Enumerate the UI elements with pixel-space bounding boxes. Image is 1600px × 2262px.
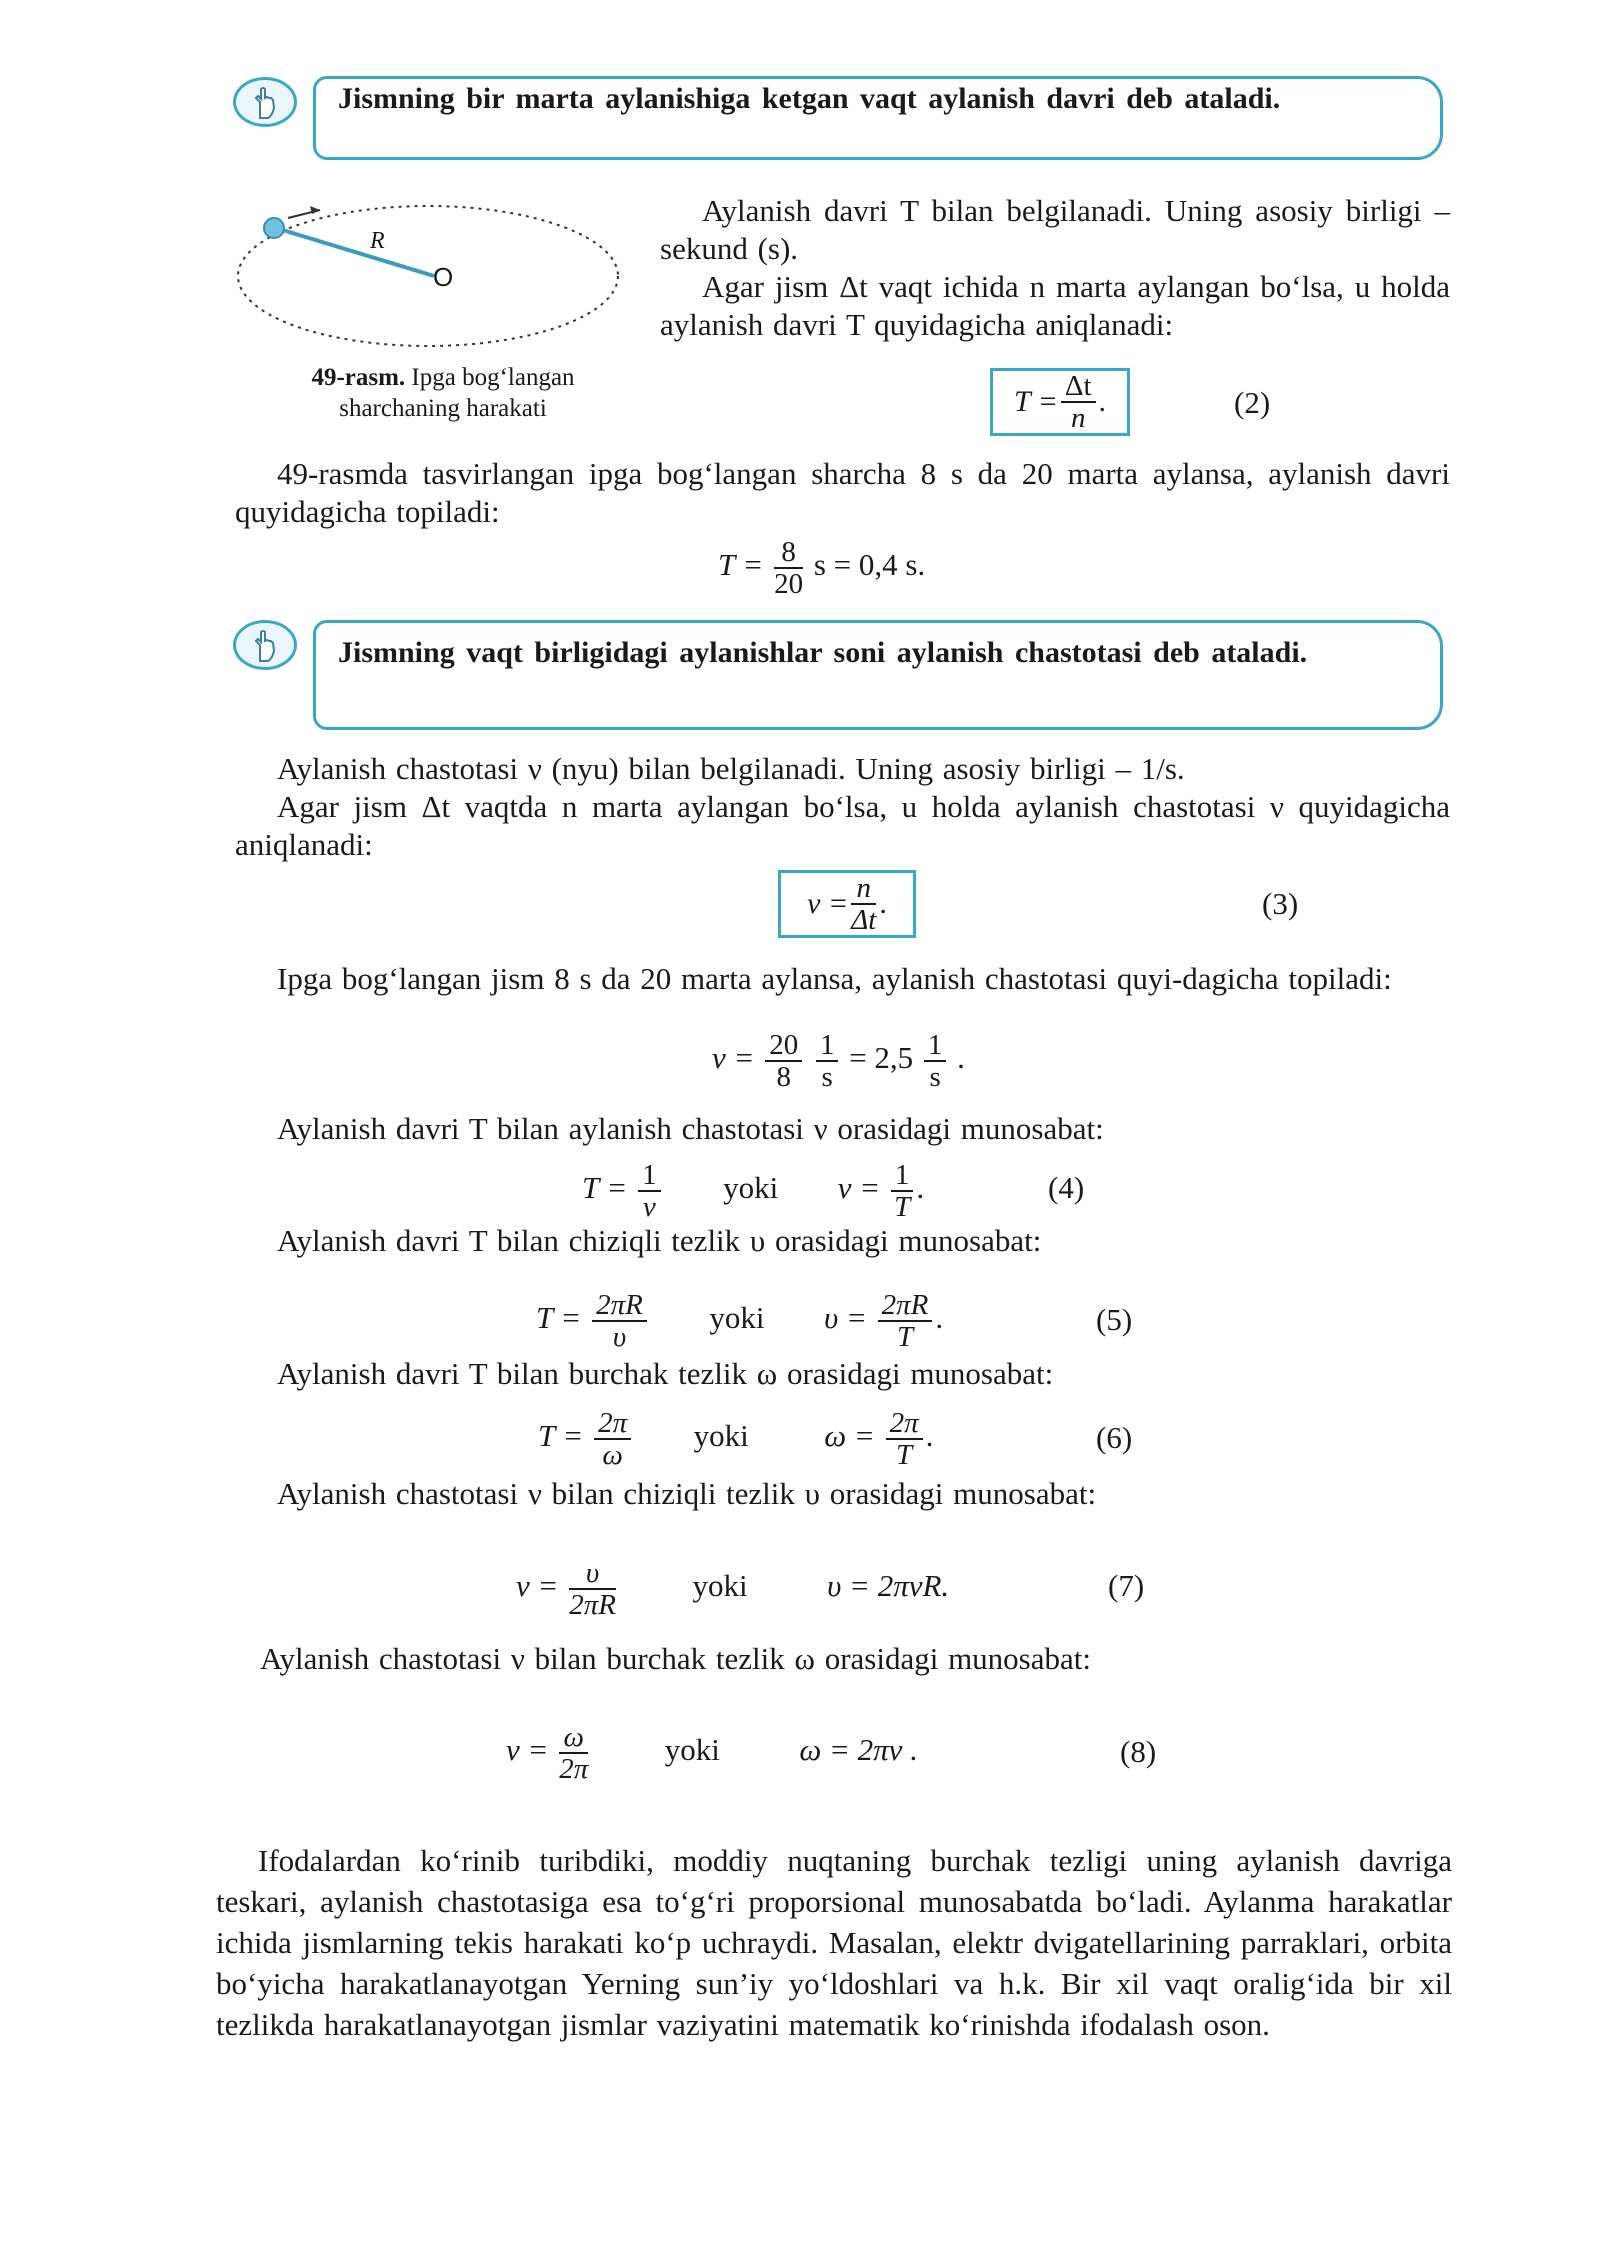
rel7-den1: 2πR [569,1589,616,1621]
rel5-den2: T [896,1321,914,1353]
figure-caption [268,362,618,424]
ball [264,218,284,238]
example2-num3: 1 [924,1030,947,1062]
example-frequency-formula [712,1030,965,1092]
rel4-yoki: yoki [723,1170,779,1206]
para1-line2: Agar jism Δt vaqt ichida n marta aylangan bo‘lsa, u holda aylanish davri T quyidagicha aniqlanadi: [660,269,1450,342]
formula3-num: n [851,873,876,905]
relation-7-formula [516,1558,949,1620]
rel6-text: Aylanish davri T bilan burchak tezlik ω orasidagi munosabat: [277,1356,1054,1391]
conclusion-text: Ifodalardan ko‘rinib turibdiki, moddiy nuqtaning burchak tezligi uning aylanish davriga teskari, aylanish chastotasiga esa to‘g‘ri proporsional munosabatda bo‘ladi. Aylanma harakatlar ichida jismlarning tekis harakati ko‘p uchraydi. Masalan, elektr dvigatellarining parraklari, orbita bo‘yicha harakatlanayotgan Yerning sun’iy yo‘ldoshlari va h.k. Bir xil vaqt oralig‘ida bir xil tezlikda harakatlanayotgan jismlar vaziyatini matematik ko‘rinishda ifodalash oson. [216,1843,1452,2042]
rel6-tail: . [925,1418,934,1454]
rel6-lhs2: ω = [824,1418,875,1454]
formula2-den: n [1070,402,1086,434]
relation-6-formula [538,1408,933,1470]
rel8-rhs: ω = 2πν . [799,1732,918,1768]
equation-number-6: (6) [1096,1420,1133,1455]
para4-text: Ipga bog‘langan jism 8 s da 20 marta aylansa, aylanish chastotasi quyi-dagicha topiladi: [277,961,1392,996]
definition-frequency: Jismning vaqt birligidagi aylanishlar soni aylanish chastotasi deb ataladi. [338,636,1308,669]
example1-num: 8 [774,537,803,569]
rel4-num1: 1 [638,1160,661,1192]
relation-4-formula [582,1160,924,1222]
example2-den1: 8 [776,1061,791,1093]
conclusion-paragraph [216,1840,1452,2045]
formula3-tail: . [879,887,887,920]
caption-text: Ipga bog‘langan sharchaning harakati [339,364,575,422]
equation-number-3: (3) [1262,886,1299,921]
relation-4-text [235,1110,1450,1148]
rel5-num2: 2πR [878,1290,933,1322]
rel6-num2: 2π [886,1408,923,1440]
rel6-num1: 2π [594,1408,631,1440]
formula-2-box [990,368,1130,436]
rel5-tail: . [935,1300,944,1336]
paragraph-example-frequency [235,960,1450,998]
example2-num1: 20 [765,1030,802,1062]
rel8-yoki: yoki [664,1732,720,1768]
rel5-lhs2: υ = [823,1300,867,1336]
example1-den: 20 [774,568,804,600]
example2-tail: . [957,1040,965,1076]
formula2-lhs: T = [1013,385,1058,418]
rel5-den1: υ [612,1321,627,1353]
example2-lhs: ν = [712,1040,755,1076]
rel6-yoki: yoki [693,1418,749,1454]
string-line [276,228,434,276]
relation-8-formula [506,1722,918,1784]
formula2-num: Δt [1061,371,1096,403]
rel5-lhs1: T = [536,1300,582,1336]
para3-line2: Agar jism Δt vaqtda n marta aylangan bo‘lsa, u holda aylanish chastotasi ν quyidagicha aniqlanadi: [235,789,1450,862]
example2-num2: 1 [816,1030,839,1062]
rel5-yoki: yoki [709,1300,765,1336]
figure-49-orbit [228,198,628,358]
label-R: R [370,228,385,254]
rel4-lhs2: ν = [837,1170,881,1206]
equation-number-2: (2) [1234,385,1271,420]
rel6-den1: ω [602,1439,623,1471]
relation-7-text [235,1475,1450,1513]
pointing-hand-icon [233,77,297,127]
paragraph-frequency-symbol [235,750,1450,864]
rel4-tail: . [916,1170,925,1206]
rel8-den1: 2π [559,1753,589,1785]
example2-mid: = 2,5 [849,1040,914,1076]
rel4-den2: T [894,1191,911,1223]
formula3-den: Δt [851,904,877,936]
para1-line1: Aylanish davri T bilan belgilanadi. Uning asosiy birligi – sekund (s). [660,193,1450,266]
rel8-num1: ω [559,1722,588,1754]
example2-den3: s [929,1061,941,1093]
rel6-den2: T [896,1439,913,1471]
rel4-text: Aylanish davri T bilan aylanish chastotasi ν orasidagi munosabat: [277,1111,1104,1146]
example2-den2: s [821,1061,833,1093]
label-O: O [433,262,454,292]
example1-rhs: s = 0,4 s. [813,547,926,583]
rel5-text: Aylanish davri T bilan chiziqli tezlik υ orasidagi munosabat: [277,1223,1042,1258]
paragraph-example-period [235,455,1450,531]
example1-lhs: T = [718,547,764,583]
paragraph-period-symbol [660,192,1450,344]
relation-6-text [235,1355,1450,1393]
para3-line1: Aylanish chastotasi ν (nyu) bilan belgilanadi. Uning asosiy birligi – 1/s. [277,751,1185,786]
formula-3-box [778,870,916,938]
rel8-text: Aylanish chastotasi ν bilan burchak tezlik ω orasidagi munosabat: [260,1641,1091,1676]
relation-5-formula [536,1290,943,1352]
formula3-lhs: ν = [807,887,849,920]
equation-number-7: (7) [1108,1568,1145,1603]
rel7-yoki: yoki [692,1568,748,1604]
equation-number-8: (8) [1120,1734,1157,1769]
equation-number-5: (5) [1096,1302,1133,1337]
rel7-num1: υ [569,1558,616,1590]
definition-period: Jismning bir marta aylanishiga ketgan vaqt aylanish davri deb ataladi. [338,82,1281,115]
relation-8-text [218,1640,1450,1678]
rel4-lhs1: T = [582,1170,628,1206]
formula2-tail: . [1098,385,1107,418]
rel5-num1: 2πR [592,1290,647,1322]
equation-number-4: (4) [1048,1170,1085,1205]
rel7-lhs1: ν = [516,1568,559,1604]
rel7-rhs: υ = 2πνR. [827,1568,950,1604]
example-period-formula [718,537,925,599]
rel4-num2: 1 [891,1160,914,1192]
rel4-den1: ν [642,1191,656,1223]
relation-5-text [235,1222,1450,1260]
para2-text: 49-rasmda tasvirlangan ipga bog‘langan sharcha 8 s da 20 marta aylansa, aylanish davri quyidagicha topiladi: [235,456,1450,529]
caption-number: 49-rasm. [311,364,406,391]
rel7-text: Aylanish chastotasi ν bilan chiziqli tezlik υ orasidagi munosabat: [277,1476,1097,1511]
pointing-hand-icon [233,620,297,670]
rel8-lhs1: ν = [506,1732,549,1768]
rel6-lhs1: T = [538,1418,584,1454]
